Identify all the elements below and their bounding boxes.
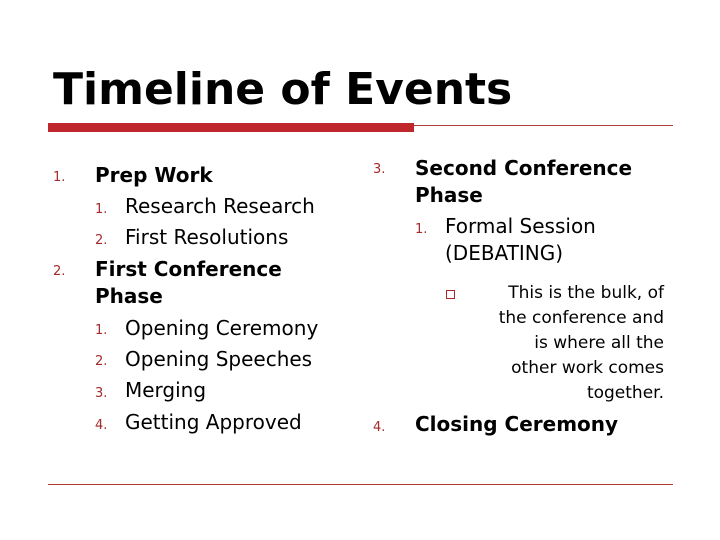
sublist-number: 1. [95, 202, 108, 217]
list-number: 2. [53, 264, 66, 279]
slide-title: Timeline of Events [53, 64, 513, 115]
list-item-second-conference-line2: Phase [415, 183, 483, 207]
bullet-text-line: the conference and [498, 308, 664, 328]
list-item-first-conference-line2: Phase [95, 284, 163, 308]
list-number: 4. [373, 420, 386, 435]
list-number: 1. [53, 170, 66, 185]
sublist-item: Opening Speeches [125, 347, 313, 371]
sublist-number: 1. [95, 323, 108, 338]
list-item-second-conference: Second Conference [415, 156, 633, 180]
sublist-item: Getting Approved [125, 410, 302, 434]
list-number: 3. [373, 162, 386, 177]
sublist-number: 1. [415, 222, 428, 237]
bullet-text-line: together. [586, 383, 664, 403]
square-bullet-icon [446, 290, 455, 299]
sublist-item: Merging [125, 378, 207, 402]
sublist-number: 2. [95, 233, 108, 248]
sublist-item-formal-session-line2: (DEBATING) [445, 241, 564, 265]
bullet-text-line: other work comes [511, 358, 664, 378]
title-rule-thick [48, 123, 414, 132]
sublist-number: 3. [95, 386, 108, 401]
footer-rule [48, 484, 673, 485]
bullet-text-line: is where all the [534, 333, 664, 353]
sublist-number: 4. [95, 418, 108, 433]
bullet-text-line: This is the bulk, of [508, 283, 664, 303]
sublist-number: 2. [95, 354, 108, 369]
sublist-item: First Resolutions [125, 225, 289, 249]
list-item-first-conference: First Conference [95, 257, 282, 281]
sublist-item-formal-session: Formal Session [445, 214, 596, 238]
list-item-closing-ceremony: Closing Ceremony [415, 412, 619, 436]
list-item-prep-work: Prep Work [95, 163, 213, 187]
sublist-item: Research Research [125, 194, 315, 218]
sublist-item: Opening Ceremony [125, 316, 319, 340]
